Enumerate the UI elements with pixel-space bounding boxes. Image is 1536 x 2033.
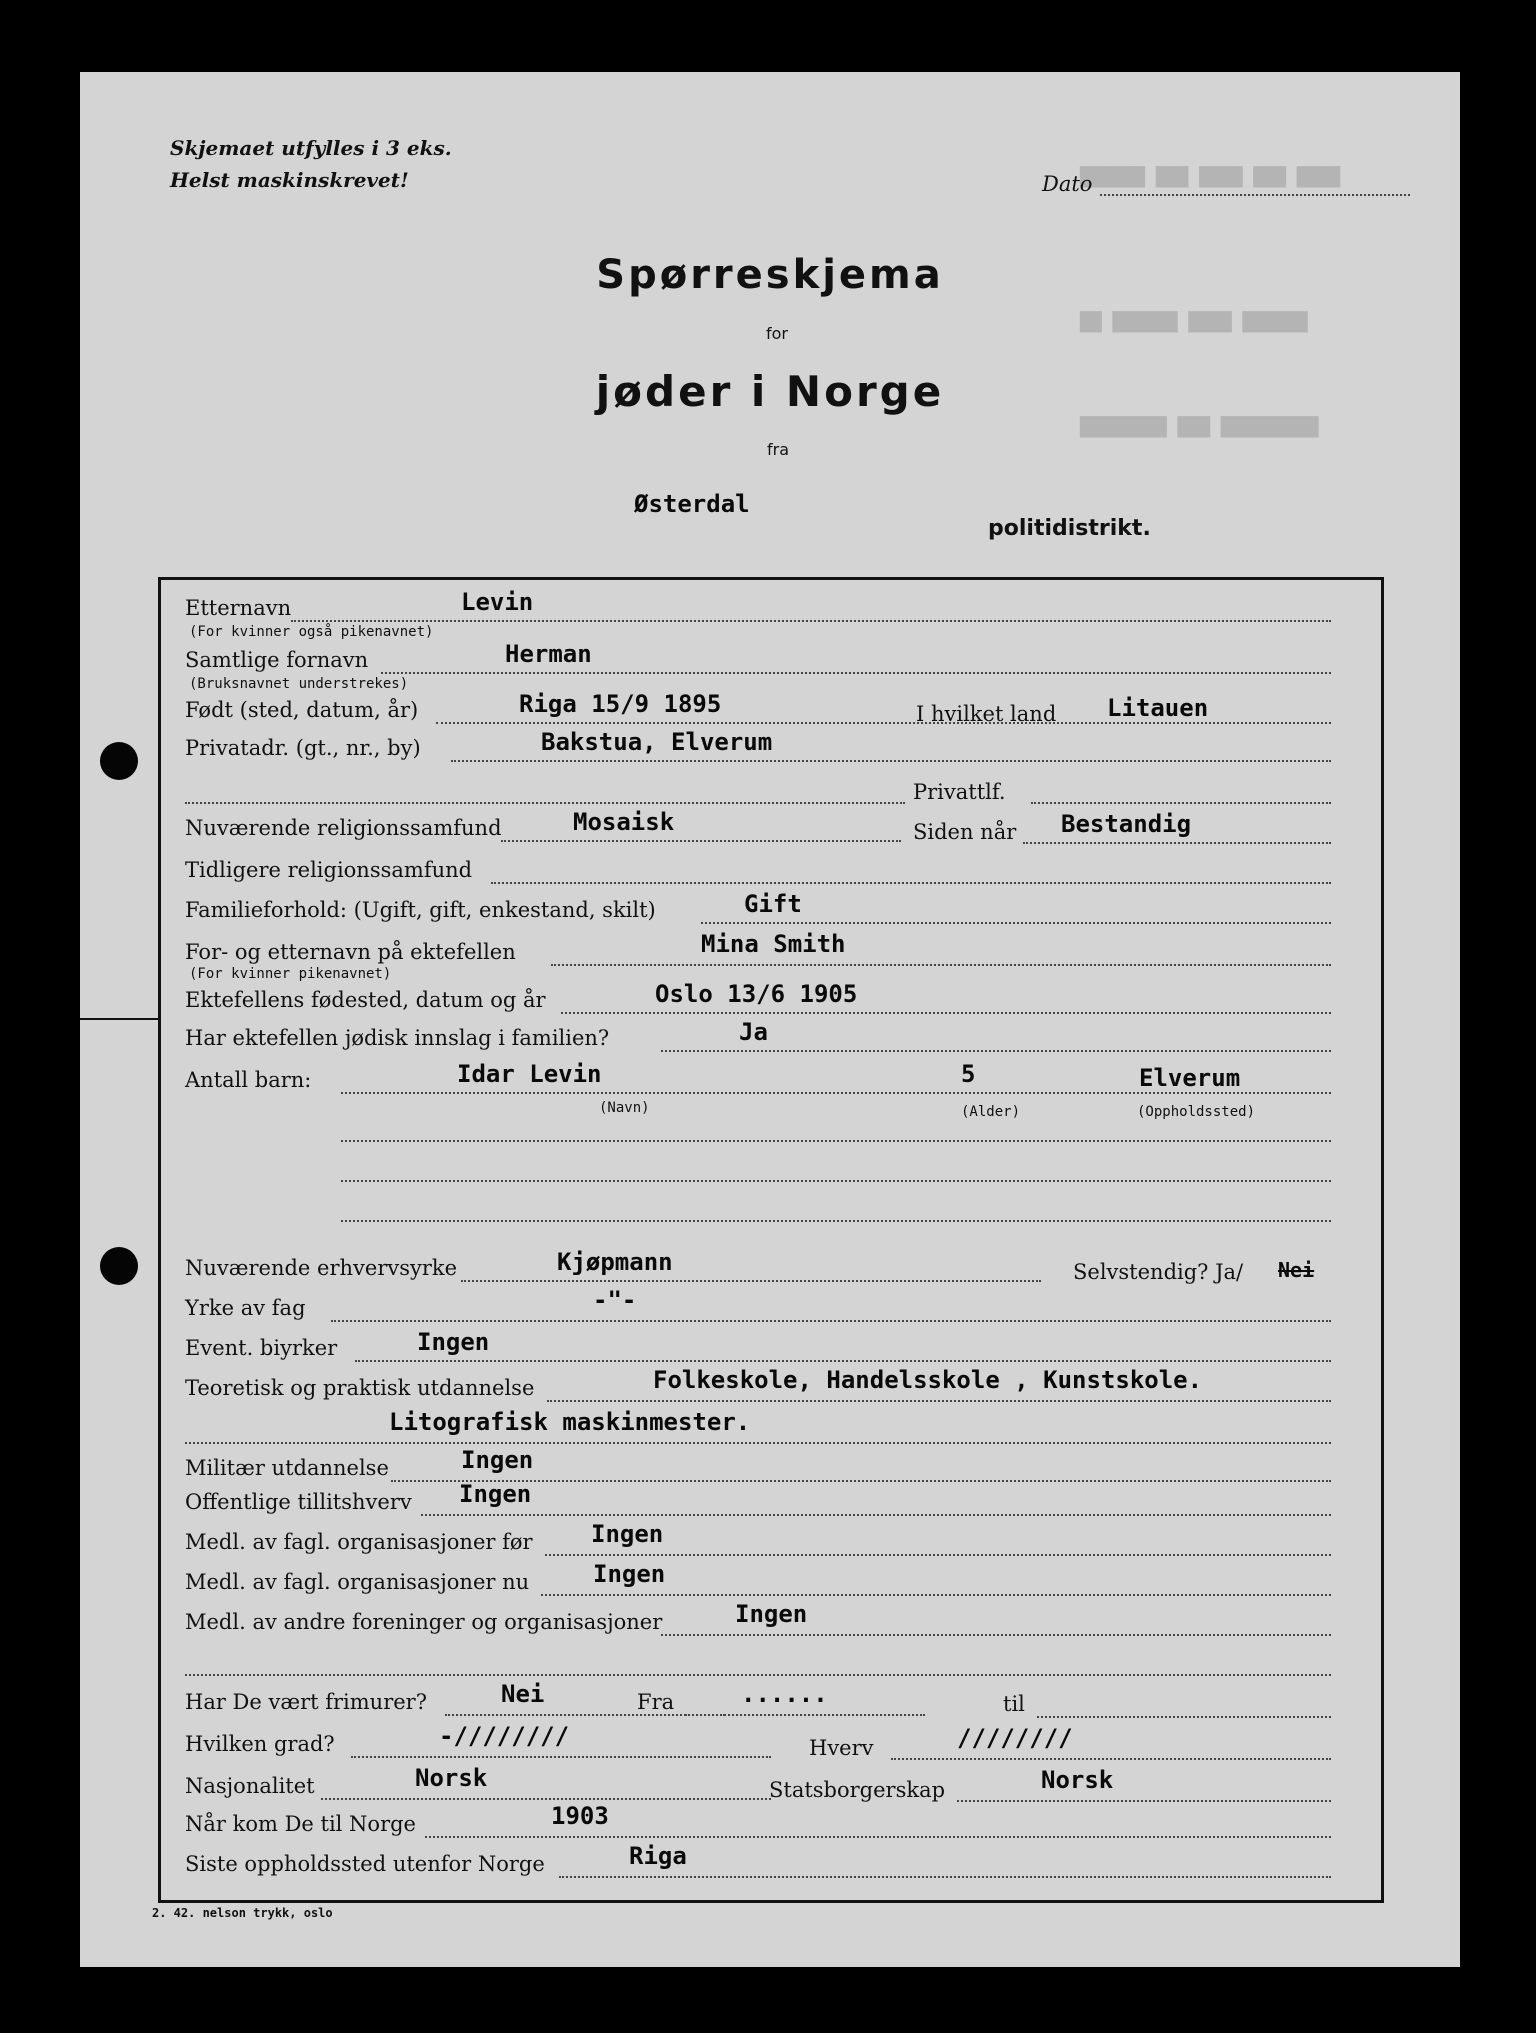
org-nu-value: Ingen <box>593 1560 666 1588</box>
tillit-value: Ingen <box>459 1480 532 1508</box>
dotted-line <box>491 882 1331 884</box>
form-title: Spørreskjema <box>596 252 944 298</box>
date-line <box>1100 194 1410 196</box>
frimurer-value: Nei <box>501 1680 545 1708</box>
dotted-line <box>551 964 1331 966</box>
dotted-line <box>331 1320 1331 1322</box>
privatadr-label: Privatadr. (gt., nr., by) <box>185 736 421 760</box>
statsborgerskap-label: Statsborgerskap <box>769 1778 946 1802</box>
org-for-value: Ingen <box>591 1520 664 1548</box>
title-fra: fra <box>767 440 790 459</box>
punch-hole <box>100 742 138 780</box>
dotted-line <box>501 840 901 842</box>
kom-value: 1903 <box>551 1802 609 1830</box>
nasjonalitet-label: Nasjonalitet <box>185 1774 315 1798</box>
ektefelle-value: Mina Smith <box>701 930 846 958</box>
since-value: Bestandig <box>1061 810 1192 838</box>
bleed-through-text: ████████ ███ █████████ <box>1080 417 1319 438</box>
grad-value: -//////// <box>439 1722 570 1750</box>
til-label: til <box>1003 1692 1025 1716</box>
dotted-line <box>381 672 1331 674</box>
barn-opphold-hint: (Oppholdssted) <box>1137 1104 1256 1120</box>
etternavn-label: Etternavn <box>185 596 292 620</box>
erhverv-label: Nuværende erhvervsyrke <box>185 1256 458 1280</box>
biyrker-label: Event. biyrker <box>185 1336 338 1360</box>
religion-label: Nuværende religionssamfund <box>185 816 502 840</box>
andre-label: Medl. av andre foreninger og organisasjoner <box>185 1610 663 1634</box>
utdannelse-value-2: Litografisk maskinmester. <box>389 1408 751 1436</box>
ektefelle-label: For- og etternavn på ektefellen <box>185 940 516 964</box>
ektefelle-fodt-label: Ektefellens fødested, datum og år <box>185 988 546 1012</box>
dotted-line <box>661 1050 1331 1052</box>
fornavn-value: Herman <box>505 640 592 668</box>
dotted-line <box>341 1140 1331 1142</box>
jodisk-value: Ja <box>739 1018 768 1046</box>
ektefelle-hint: (For kvinner pikenavnet) <box>189 966 392 982</box>
religion-value: Mosaisk <box>573 808 675 836</box>
yrke-value: -"- <box>593 1286 637 1314</box>
instruction-line-2: Helst maskinskrevet! <box>170 168 409 192</box>
dotted-line <box>391 1480 1331 1482</box>
erhverv-value: Kjøpmann <box>557 1248 673 1276</box>
militaer-value: Ingen <box>461 1446 534 1474</box>
date-label: Dato <box>1042 172 1093 196</box>
yrke-label: Yrke av fag <box>185 1296 306 1320</box>
dotted-line <box>341 1220 1331 1222</box>
utdannelse-label: Teoretisk og praktisk utdannelse <box>185 1376 535 1400</box>
dotted-line <box>545 1554 1331 1556</box>
org-for-label: Medl. av fagl. organisasjoner før <box>185 1530 533 1554</box>
tillit-label: Offentlige tillitshverv <box>185 1490 412 1514</box>
dotted-line <box>661 1634 1331 1636</box>
selvstendig-value: Nei <box>1278 1258 1315 1282</box>
bleed-through-text: ██ ██████ ████ ██████ <box>1080 312 1308 333</box>
dotted-line <box>891 1758 1331 1760</box>
selvstendig-label: Selvstendig? Ja/ <box>1073 1260 1244 1284</box>
barn-name: Idar Levin <box>457 1060 602 1088</box>
form-subtitle: jøder i Norge <box>595 367 945 416</box>
statsborgerskap-value: Norsk <box>1041 1766 1114 1794</box>
barn-label: Antall barn: <box>185 1068 312 1092</box>
dotted-line <box>185 802 905 804</box>
dotted-line <box>451 760 1331 762</box>
district-value: Østerdal <box>634 490 750 518</box>
form-box <box>158 577 1384 1903</box>
dotted-line <box>1037 1716 1331 1718</box>
dotted-line <box>561 1012 1331 1014</box>
dotted-line <box>1023 842 1331 844</box>
dotted-line <box>541 1594 1331 1596</box>
district-suffix: politidistrikt. <box>988 516 1151 541</box>
punch-hole <box>100 1247 138 1285</box>
printer-mark: 2. 42. nelson trykk, oslo <box>152 1906 333 1920</box>
dotted-line <box>559 1876 1331 1878</box>
dotted-line <box>291 620 1331 622</box>
dotted-line <box>355 1360 1331 1362</box>
dotted-line <box>321 1798 771 1800</box>
frimurer-label: Har De vært frimurer? <box>185 1690 427 1714</box>
hverv-value: //////// <box>957 1724 1073 1752</box>
siste-label: Siste oppholdssted utenfor Norge <box>185 1852 545 1876</box>
kom-label: Når kom De til Norge <box>185 1812 416 1836</box>
religion-prev-label: Tidligere religionssamfund <box>185 858 473 882</box>
title-for: for <box>766 324 788 343</box>
dotted-line <box>341 1180 1331 1182</box>
dotted-line <box>421 1514 1331 1516</box>
dotted-line <box>957 1800 1331 1802</box>
fra-label: Fra <box>637 1690 675 1714</box>
grad-label: Hvilken grad? <box>185 1732 335 1756</box>
barn-alder-hint: (Alder) <box>961 1104 1021 1120</box>
bleed-through-text: ██████ ███ ████ ███ ████ <box>1080 167 1341 188</box>
barn-place: Elverum <box>1139 1064 1241 1092</box>
land-value: Litauen <box>1107 694 1209 722</box>
org-nu-label: Medl. av fagl. organisasjoner nu <box>185 1570 530 1594</box>
ektefelle-fodt-value: Oslo 13/6 1905 <box>655 980 858 1008</box>
land-label: I hvilket land <box>916 702 1057 726</box>
dotted-line <box>547 1400 1331 1402</box>
since-label: Siden når <box>913 820 1017 844</box>
utdannelse-value: Folkeskole, Handelsskole , Kunstskole. <box>653 1366 1203 1394</box>
privatadr-value: Bakstua, Elverum <box>541 728 773 756</box>
dotted-line <box>701 922 1331 924</box>
etternavn-hint: (For kvinner også pikenavnet) <box>189 624 434 640</box>
militaer-label: Militær utdannelse <box>185 1456 389 1480</box>
familie-label: Familieforhold: (Ugift, gift, enkestand, skilt) <box>185 898 656 922</box>
dotted-line <box>341 1092 1331 1094</box>
nasjonalitet-value: Norsk <box>415 1764 488 1792</box>
dotted-line <box>436 722 1331 724</box>
dotted-line <box>445 1714 725 1716</box>
instruction-line-1: Skjemaet utfylles i 3 eks. <box>170 136 452 160</box>
dotted-line <box>461 1280 1041 1282</box>
fodt-value: Riga 15/9 1895 <box>519 690 722 718</box>
hverv-label: Hverv <box>809 1736 874 1760</box>
siste-value: Riga <box>629 1842 687 1870</box>
barn-age: 5 <box>961 1060 976 1088</box>
privattlf-label: Privattlf. <box>913 780 1006 804</box>
fodt-label: Født (sted, datum, år) <box>185 698 419 722</box>
barn-navn-hint: (Navn) <box>599 1100 650 1116</box>
dotted-line <box>425 1836 1331 1838</box>
dotted-line <box>685 1714 925 1716</box>
etternavn-value: Levin <box>461 588 534 616</box>
fold-line <box>80 1018 160 1020</box>
fra-value: ...... <box>741 1680 828 1708</box>
fornavn-label: Samtlige fornavn <box>185 648 369 672</box>
fornavn-hint: (Bruksnavnet understrekes) <box>189 676 409 692</box>
dotted-line <box>1031 802 1331 804</box>
dotted-line <box>185 1674 1331 1676</box>
form-sheet <box>80 72 1460 1967</box>
dotted-line <box>351 1756 771 1758</box>
andre-value: Ingen <box>735 1600 808 1628</box>
jodisk-label: Har ektefellen jødisk innslag i familien? <box>185 1026 610 1050</box>
dotted-line <box>185 1442 1331 1444</box>
biyrker-value: Ingen <box>417 1328 490 1356</box>
familie-value: Gift <box>744 890 802 918</box>
